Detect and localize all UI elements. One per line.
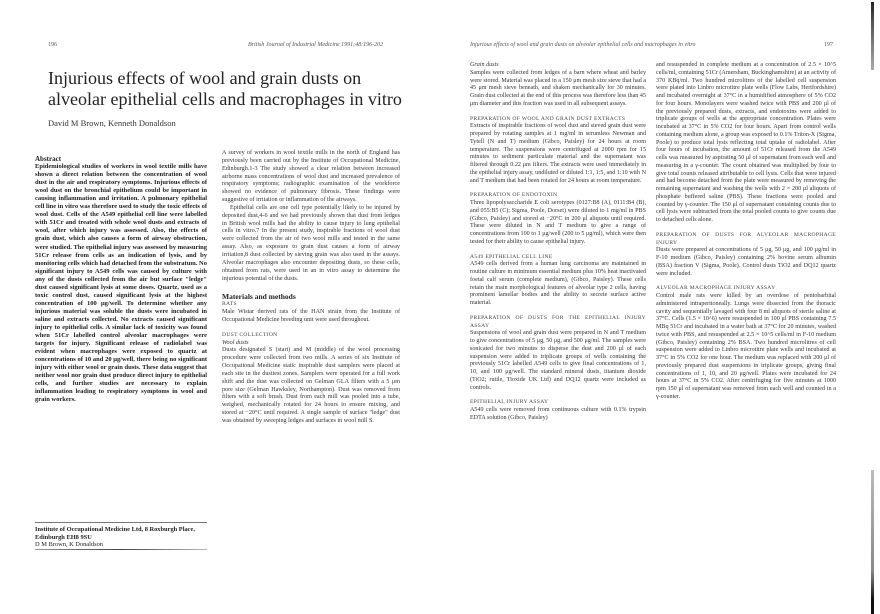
scan-edge-shadow — [871, 470, 874, 614]
epithelial-assay-text: A549 cells were removed from continuous culture with 0.1% trypsin EDTA solution (Gibco, Paisley) — [470, 407, 646, 421]
endotoxin-text: Three lipopolysaccharide E coli serotypes (0127:B8 (A), 0111:B4 (B), and 055:B5 (C); Sigma, Poole, Dorset) were diluted to 1 mg/ml in PBS (Gibco, Paisley) and stored at −20°C in 200 μl aliquots until required. These were diluted in N and T medium to give a range of concentrations from 100 to 1 μg/well (200 to 5 μg/ml), which were then tested for their ability to cause epithelial injury. — [470, 200, 646, 245]
subsection-heading-endotoxin: PREPARATION OF ENDOTOXIN — [470, 192, 558, 199]
running-head: British Journal of Industrial Medicine 1991;48:196-202 — [248, 42, 384, 48]
macrophage-prep-text: Dusts were prepared at concentrations of 5 μg, 50 μg, and 100 μg/ml in F-10 medium (Gibco, Paisley) containing 2% bovine serum albumin (BSA) fraction V (Sigma, Poole). Control dusts TiO2 and DQ12 quartz were included. — [656, 247, 836, 277]
subsection-heading-a549: A549 EPITHELIAL CELL LINE — [470, 253, 553, 260]
affiliation-institution: Institute of Occupational Medicine Ltd, 8 Roxburgh Place, Edinburgh EH8 9SU — [35, 526, 195, 541]
authors: David M Brown, Kenneth Donaldson — [48, 118, 176, 128]
subsection-heading-rats: RATS — [222, 301, 237, 308]
subsection-heading-macrophage-prep: PREPARATION OF DUSTS FOR ALVEOLAR MACROPHAGE INJURY — [656, 231, 836, 246]
abstract — [35, 155, 207, 404]
dust-prep-text: Suspensions of wool and grain dust were prepared in N and T medium to give concentrations of 5 μg, 50 μg, and 500 μg/ml. The samples were sonicated for two minutes to disperse the dust and 200 μl of each suspension were added to triplicate groups of wells containing the previously 51Cr labelled A549 cells to give final concentrations of 1, 10, and 100 μg/well. The standard mineral dusts, titanium dioxide (TiO2; rutile, Tioxide UK Ltd) and DQ12 quartz were included as controls. — [470, 330, 646, 391]
assay-continued-text: and resuspended in complete medium at a concentration of 2.5 × 10^5 cells/ml, containing 51Cr (Amersham, Buckinghamshire) at an activity of 370 KBq/ml. Two hundred microlitres of the labelled cell suspension were plated into Linbro microtitre plate wells (Flow Labs, Hertfordshire) and incubated overnight at 37°C in a humidified atmosphere of 5% CO2 for four hours. Monolayers were washed twice with PBS and 200 μl of the previously prepared dusts, extracts, and endotoxins were added to triplicate groups of wells at the appropriate concentration. Plates were incubated at 37°C in 5% CO2 for four hours. Apart from control wells containing medium alone, a group was exposed to 0.1% Triton-X (Sigma, Poole) to produce total lysis reflecting total uptake of radiolabel. After four hours of incubation, the amount of 51Cr released from the A549 cells was measured by aspirating 50 μl of supernatant from each well and measuring in a γ-counter. The count obtained was multiplied by four to give total counts released attributable to cell lysis. Cells that were injured and had become detached from the plate were measured by removing the remaining supernatant and washing the wells with 2 × 200 μl aliquots of phosphate buffered saline (PBS). These fractions were pooled and counted by γ-counter. The 150 μl of supernatant containing counts due to cell lysis were subtracted from the total pooled counts to give counts due to detached cells alone. — [656, 62, 836, 223]
affiliation — [35, 522, 207, 549]
intro-paragraph: Epithelial cells are one cell type potentially likely to be injured by deposited dust,4-6 and we had previously shown that dust from ledges in British wool mills had the ability to cause injury to lung epithelial cells in vitro.7 In the present study, inspirable fractions of wool dust were collected from the air of two wool mills and tested in the same assay. Also, as exposure to grain dust causes a form of airway irritation,8 dust collected by sieving grain was also used in the assays. Alveolar macrophages also encounter depositing dusts, so these cells, obtained from rats, were used in an in vitro assay to determine the injurious potential of the dusts. — [222, 204, 400, 282]
subsection-heading-wool-dusts: Wool dusts — [222, 339, 249, 346]
running-head: Injurious effects of wool and grain dusts on alveolar epithelial cells and macrophages in vitro — [470, 42, 696, 48]
wool-dusts-text: Dusts designated S (start) and M (middle) of the wool processing procedure were collected from two mills. A series of six Institute of Occupational Medicine static inspirable dust samplers were placed at each site in the dustiest zones. Samplers were operated for a full work shift and the dust was collected on Gelman GLA filters with a 5 μm pore size (Gelman Hawksley, Northampton). Dust was removed from filters with a soft brush. Dust from each mill was pooled into a tube, weighed, mechanically rotated for 24 hours to ensure mixing, and stored at −20°C until required. A single sample of surface "ledge" dust was obtained by sweeping ledges and surfaces in wool mill S. — [222, 347, 400, 424]
section-heading-methods: Materials and methods — [222, 292, 296, 302]
subsection-heading-extracts: PREPARATION OF WOOL AND GRAIN DUST EXTRACTS — [470, 115, 626, 122]
rats-text: Male Wistar derived rats of the HAN strain from the Institute of Occupational Medicine breeding unit were used throughout. — [222, 309, 400, 323]
subsection-heading-grain-dusts: Grain dusts — [470, 62, 499, 68]
macrophage-assay-text: Control male rats were killed by an overdose of pentobarbital administered intraperitoneally. Lungs were dissected from the thoracic cavity and sequentially lavaged with four 8 ml aliquots of sterile saline at 37°C. Cells (1.5 × 10^6) were resuspended in 100 μl PBS containing 7.5 MBq 51Cr and incubated in a water bath at 37°C for 20 minutes, washed twice with PBS, and resuspended at 2.5 × 10^5 cells/ml in F-10 medium (Gibco, Paisley) containing 2% BSA. Two hundred microlitres of cell suspension were added to Linbro microtitre plate wells and incubated at 37°C in 5% CO2 for one hour. The medium was replaced with 200 μl of previously prepared dust suspensions in triplicate groups, giving final concentrations of 1, 10, and 20 μg/well. Plates were incubated for 24 hours at 37°C in 5% CO2. After centrifuging for five minutes at 1000 rpm 150 μl of supernatant was removed from each well and counted in a γ-counter. — [656, 293, 836, 400]
a549-text: A549 cells derived from a human lung carcinoma are maintained in routine culture in minimum essential medium plus 10% heat inactivated foetal calf serum (complete medium), (Gibco, Paisley). These cells retain the main morphological features of alveolar type 2 cells, having prominent lamellar bodies and the ability to secrete surface active material. — [470, 261, 646, 306]
subsection-heading-epithelial-assay: EPITHELIAL INJURY ASSAY — [470, 399, 549, 406]
subsection-heading-dust-prep: PREPARATION OF DUSTS FOR THE EPITHELIAL INJURY ASSAY — [470, 314, 646, 329]
page-number: 197 — [824, 42, 833, 48]
right-page — [440, 0, 880, 614]
subsection-heading-macrophage-assay: ALVEOLAR MACROPHAGE INJURY ASSAY — [656, 285, 776, 292]
abstract-heading: Abstract — [35, 155, 62, 163]
grain-dusts-text: Samples were collected from ledges of a barn where wheat and barley were stored. Material was placed in a 150 μm mesh size sieve that had a 45 μm mesh sieve beneath, and shaken mechanically for 30 minutes. Grain dust collected at the end of this process was therefore less than 45 μm diameter and this fraction was used in all subsequent assays. — [470, 69, 646, 107]
page-number: 196 — [48, 42, 57, 48]
extracts-text: Extracts of inspirable fractions of wool dust and sieved grain dust were prepared by rotating samples at 1 mg/ml in serumless Newman and Tytell (N and T) medium (Gibco, Paisley) for 24 hours at room temperature. The suspensions were centrifuged at 2000 rpm for 15 minutes to sediment particulate material and the supernatant was filtered through 0.22 μm filters. The extracts were used immediately in the epithelial injury assay, undiluted or diluted 1:1, 1:5, and 1:10 with N and T medium that had been rotated for 24 hours at room temperature. — [470, 123, 646, 184]
affiliation-names: D M Brown, K Donaldson — [35, 541, 103, 549]
right-page-column-2 — [656, 62, 836, 402]
scan-edge-shadow — [871, 2, 874, 70]
subsection-heading-dust-collection: DUST COLLECTION — [222, 331, 278, 338]
footnote-rule — [35, 549, 207, 550]
abstract-text: Epidemiological studies of workers in wool textile mills have shown a direct relation between the concentration of wool dust in the air and respiratory symptoms. Injurious effects of wool dust on the bronchial epithelium could be important in causing inflammation and irritation. A pulmonary epithelial cell line in vitro was therefore used to study the toxic effects of wool dust. Cells of the A549 epithelial cell line were labelled with 51Cr and treated with whole wool dusts and extracts of wool, after which injury was assessed. Also, the effects of grain dust, which also causes a form of airway obstruction, were studied. The epithelial injury was assessed by measuring 51Cr release from cells as an indication of lysis, and by monitoring cells which had detached from the substratum. No significant injury to A549 cells was caused by culture with any of the dusts collected from the air but surface "ledge" dust caused significant lysis at some doses. Quartz, used as a toxic control dust, caused significant lysis at the highest concentration of 100 μg/well. To determine whether any injurious material was soluble the dusts were incubated in saline and extracts collected. No extracts caused significant injury to epithelial cells. A similar lack of toxicity was found when 51Cr labelled control alveolar macrophages were targets for injury. Significant release of radiolabel was evident when macrophages were exposed to quartz at concentrations of 10 and 20 μg/well, there being no significant injury with either wool or grain dusts. These data suggest that neither wool nor grain dust produce direct injury to epithelial cells, and further studies are necessary to explain inflammation leading to respiratory symptoms in wool and grain workers. — [35, 163, 207, 404]
intro-paragraph: A survey of workers in wool textile mills in the north of England has previously been carried out by the Institute of Occupational Medicine, Edinburgh.1-3 The study showed a clear relation between increased airborne mass concentrations of wool dust and increased prevalence of respiratory symptoms; radiographic examination of the workforce showed no evidence of pulmonary fibrosis. These findings were suggestive of irritation or inflammation of the airways. — [222, 150, 400, 204]
article-title: Injurious effects of wool and grain dusts on alveolar epithelial cells and macrophages in vitro — [48, 68, 402, 109]
left-page-column-2 — [222, 150, 400, 426]
right-page-column-1 — [470, 62, 646, 423]
